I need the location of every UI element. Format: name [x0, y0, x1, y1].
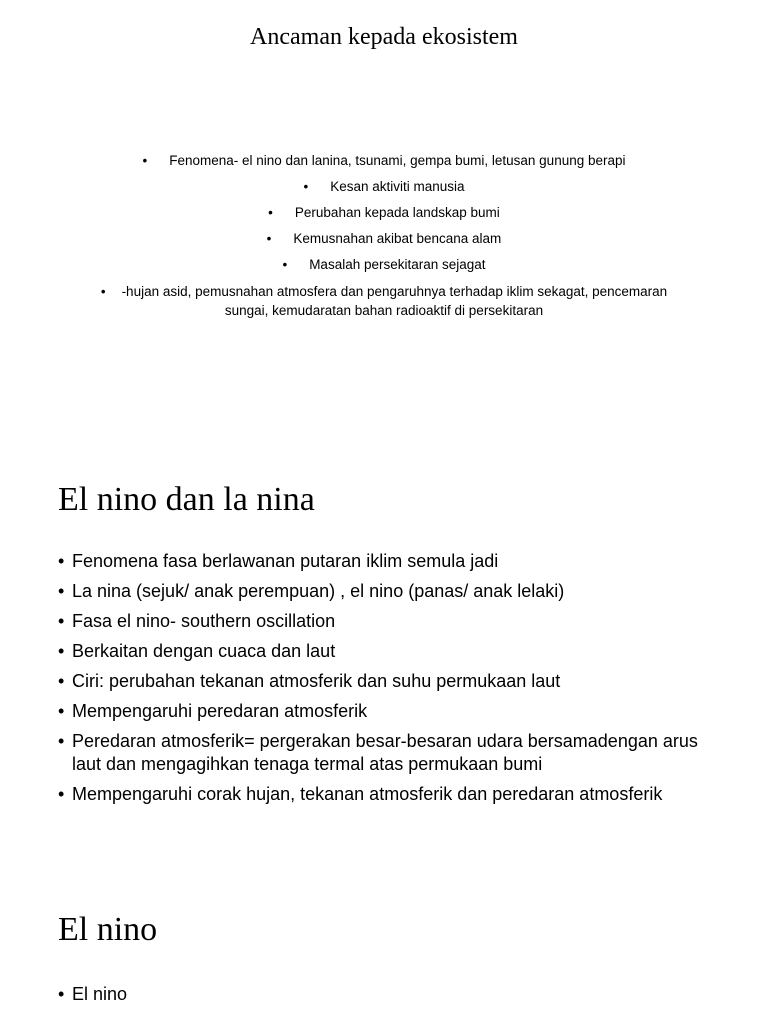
list-item-text: Fenomena- el nino dan lanina, tsunami, gempa bumi, letusan gunung berapi	[169, 153, 626, 168]
list-item-text: -hujan asid, pemusnahan atmosfera dan pengaruhnya terhadap iklim sekagat, pencemaran sungai, kemudaratan bahan radioaktif di persekitaran	[121, 284, 668, 318]
bullet-icon: •	[58, 641, 65, 661]
slide-ancaman-kepada-ekosistem	[0, 0, 768, 440]
bullet-icon: •	[58, 984, 65, 1004]
list-item	[0, 200, 768, 226]
list-item	[58, 783, 730, 806]
list-item-text: Masalah persekitaran sejagat	[309, 257, 486, 272]
list-item	[58, 700, 730, 723]
list-item-text: Kesan aktiviti manusia	[330, 179, 465, 194]
bullet-icon: •	[58, 701, 65, 721]
list-item	[58, 580, 730, 603]
list-item-text: Kemusnahan akibat bencana alam	[293, 231, 502, 246]
list-item-text: Berkaitan dengan cuaca dan laut	[72, 641, 336, 661]
bullet-list	[58, 550, 730, 813]
bullet-list	[0, 148, 768, 320]
slide-el-nino-dan-la-nina	[0, 440, 768, 870]
list-item	[58, 640, 730, 663]
list-item	[0, 174, 768, 200]
list-item-text: Fenomena fasa berlawanan putaran iklim semula jadi	[72, 551, 499, 571]
bullet-list	[58, 983, 730, 1013]
slide-title: El nino	[58, 911, 158, 948]
list-item-text: Ciri: perubahan tekanan atmosferik dan suhu permukaan laut	[72, 671, 561, 691]
list-item	[58, 610, 730, 633]
bullet-icon: •	[58, 551, 65, 571]
bullet-icon: •	[58, 581, 65, 601]
slide-title: Ancaman kepada ekosistem	[250, 24, 518, 50]
list-item-text: Perubahan kepada landskap bumi	[294, 205, 500, 220]
list-item	[0, 252, 768, 278]
bullet-icon: •	[58, 784, 65, 804]
list-item-text: La nina (sejuk/ anak perempuan) , el nino (panas/ anak lelaki)	[72, 581, 565, 601]
bullet-icon: •	[266, 231, 272, 246]
bullet-icon: •	[303, 179, 309, 194]
list-item	[0, 226, 768, 252]
list-item	[58, 670, 730, 693]
bullet-icon: •	[58, 731, 65, 751]
bullet-icon: •	[58, 671, 65, 691]
list-item-text: Fasa el nino- southern oscillation	[72, 611, 336, 631]
list-item-text: Mempengaruhi corak hujan, tekanan atmosferik dan peredaran atmosferik	[72, 784, 663, 804]
list-item-text: Mempengaruhi peredaran atmosferik	[72, 701, 368, 721]
list-item	[58, 550, 730, 573]
list-item	[0, 148, 768, 174]
list-item	[58, 730, 730, 776]
bullet-icon: •	[282, 257, 288, 272]
list-item	[58, 983, 730, 1006]
slide-el-nino	[0, 870, 768, 1024]
slide-title: El nino dan la nina	[58, 481, 315, 518]
list-item	[0, 282, 768, 320]
bullet-icon: •	[58, 611, 65, 631]
bullet-icon: •	[142, 153, 148, 168]
bullet-icon: •	[100, 284, 106, 299]
list-item-text: El nino	[72, 984, 128, 1004]
list-item-text: Peredaran atmosferik= pergerakan besar-besaran udara bersamadengan arus laut dan mengagihkan tenaga termal atas permukaan bumi	[72, 731, 698, 774]
bullet-icon: •	[268, 205, 273, 220]
